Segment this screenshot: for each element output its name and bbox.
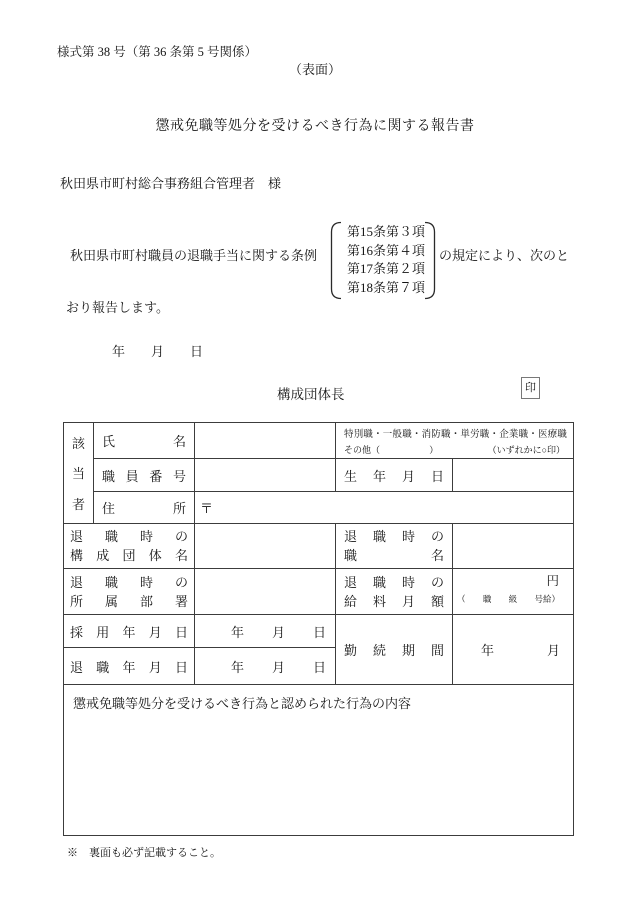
service-period-label-cell bbox=[336, 615, 453, 685]
hire-date-label-cell bbox=[64, 615, 195, 648]
jobtitle-value-cell bbox=[453, 524, 574, 569]
document-title: 懲戒免職等処分を受けるべき行為に関する報告書 bbox=[155, 119, 475, 134]
jobtitle-label-cell bbox=[336, 524, 453, 569]
org-name-label-cell bbox=[64, 524, 195, 569]
hire-date-label: 採 用 年 月 日 bbox=[70, 624, 188, 640]
seal-placeholder: 印 bbox=[521, 377, 540, 399]
article-item: 第15条第３項 bbox=[347, 224, 426, 239]
name-label: 氏 名 bbox=[102, 434, 186, 449]
jobtype-other-option: その他（ ） （いずれかに○印） bbox=[344, 445, 565, 455]
address-label-cell bbox=[94, 492, 195, 524]
applicant-header: 該 当 者 bbox=[71, 435, 85, 513]
birthdate-value-cell bbox=[453, 459, 574, 492]
form-number: 様式第 38 号（第 36 条第 5 号関係） bbox=[57, 45, 258, 59]
hire-date-value-cell bbox=[195, 615, 336, 648]
address-label: 住 所 bbox=[102, 501, 186, 516]
employee-number-label-cell bbox=[94, 459, 195, 492]
employee-number-label: 職 員 番 号 bbox=[102, 468, 186, 484]
department-label-cell bbox=[64, 569, 195, 615]
service-period-value: 年 月 bbox=[481, 643, 561, 658]
department-label-line2: 所 属 部 署 bbox=[70, 593, 188, 609]
department-value-cell bbox=[195, 569, 336, 615]
jobtype-cell bbox=[336, 423, 574, 459]
org-name-value-cell bbox=[195, 524, 336, 569]
side-label: （表面） bbox=[288, 62, 341, 77]
service-period-value-cell bbox=[453, 615, 574, 685]
salary-unit: 円 bbox=[546, 573, 560, 588]
report-table bbox=[63, 422, 574, 836]
jobtitle-label-line2: 職 名 bbox=[344, 548, 444, 563]
retire-date-label-cell bbox=[64, 648, 195, 685]
employee-number-value-cell bbox=[195, 459, 336, 492]
org-name-label-line2: 構 成 団 体 名 bbox=[70, 548, 188, 563]
retire-date-value-cell bbox=[195, 648, 336, 685]
article-item: 第18条第７項 bbox=[347, 279, 426, 295]
conduct-description-cell: 懲戒免職等処分を受けるべき行為と認められた行為の内容 bbox=[64, 685, 574, 836]
retire-date-value: 年 月 日 bbox=[231, 659, 326, 675]
birthdate-label-cell bbox=[336, 459, 453, 492]
signer-title: 構成団体長 bbox=[277, 387, 345, 402]
department-label-line1: 退 職 時 の bbox=[70, 574, 188, 590]
name-value-cell bbox=[195, 423, 336, 459]
hire-date-value: 年 月 日 bbox=[231, 624, 326, 640]
addressee: 秋田県市町村総合事務組合管理者 様 bbox=[60, 176, 282, 191]
jobtitle-label-line1: 退 職 時 の bbox=[344, 529, 444, 544]
clause-text-after: の規定により、次のと bbox=[439, 248, 570, 263]
right-brace-icon bbox=[423, 221, 438, 305]
applicant-header-cell bbox=[64, 423, 94, 524]
footnote: ※ 裏面も必ず記載すること。 bbox=[67, 847, 221, 859]
birthdate-label: 生 年 月 日 bbox=[344, 468, 444, 484]
clause-text-before: 秋田県市町村職員の退職手当に関する条例 bbox=[70, 248, 318, 263]
article-item: 第16条第４項 bbox=[347, 242, 426, 258]
left-brace-icon bbox=[328, 221, 343, 305]
clause-text-continuation: おり報告します。 bbox=[66, 300, 169, 315]
salary-value-cell bbox=[453, 569, 574, 615]
salary-label-line2: 給 料 月 額 bbox=[344, 593, 444, 609]
address-value-cell: 〒 bbox=[195, 492, 574, 524]
salary-label-line1: 退 職 時 の bbox=[344, 574, 444, 590]
cited-articles-list bbox=[347, 223, 425, 297]
jobtype-options: 特別職・一般職・消防職・単労職・企業職・医療職 bbox=[344, 430, 568, 440]
date-line: 年 月 日 bbox=[112, 344, 204, 359]
name-label-cell bbox=[94, 423, 195, 459]
retire-date-label: 退 職 年 月 日 bbox=[70, 659, 188, 675]
org-name-label-line1: 退 職 時 の bbox=[70, 529, 188, 544]
salary-label-cell bbox=[336, 569, 453, 615]
article-item: 第17条第２項 bbox=[347, 261, 426, 276]
salary-grade-detail: （ 職 級 号給） bbox=[457, 593, 560, 604]
service-period-label: 勤 続 期 間 bbox=[344, 643, 444, 658]
